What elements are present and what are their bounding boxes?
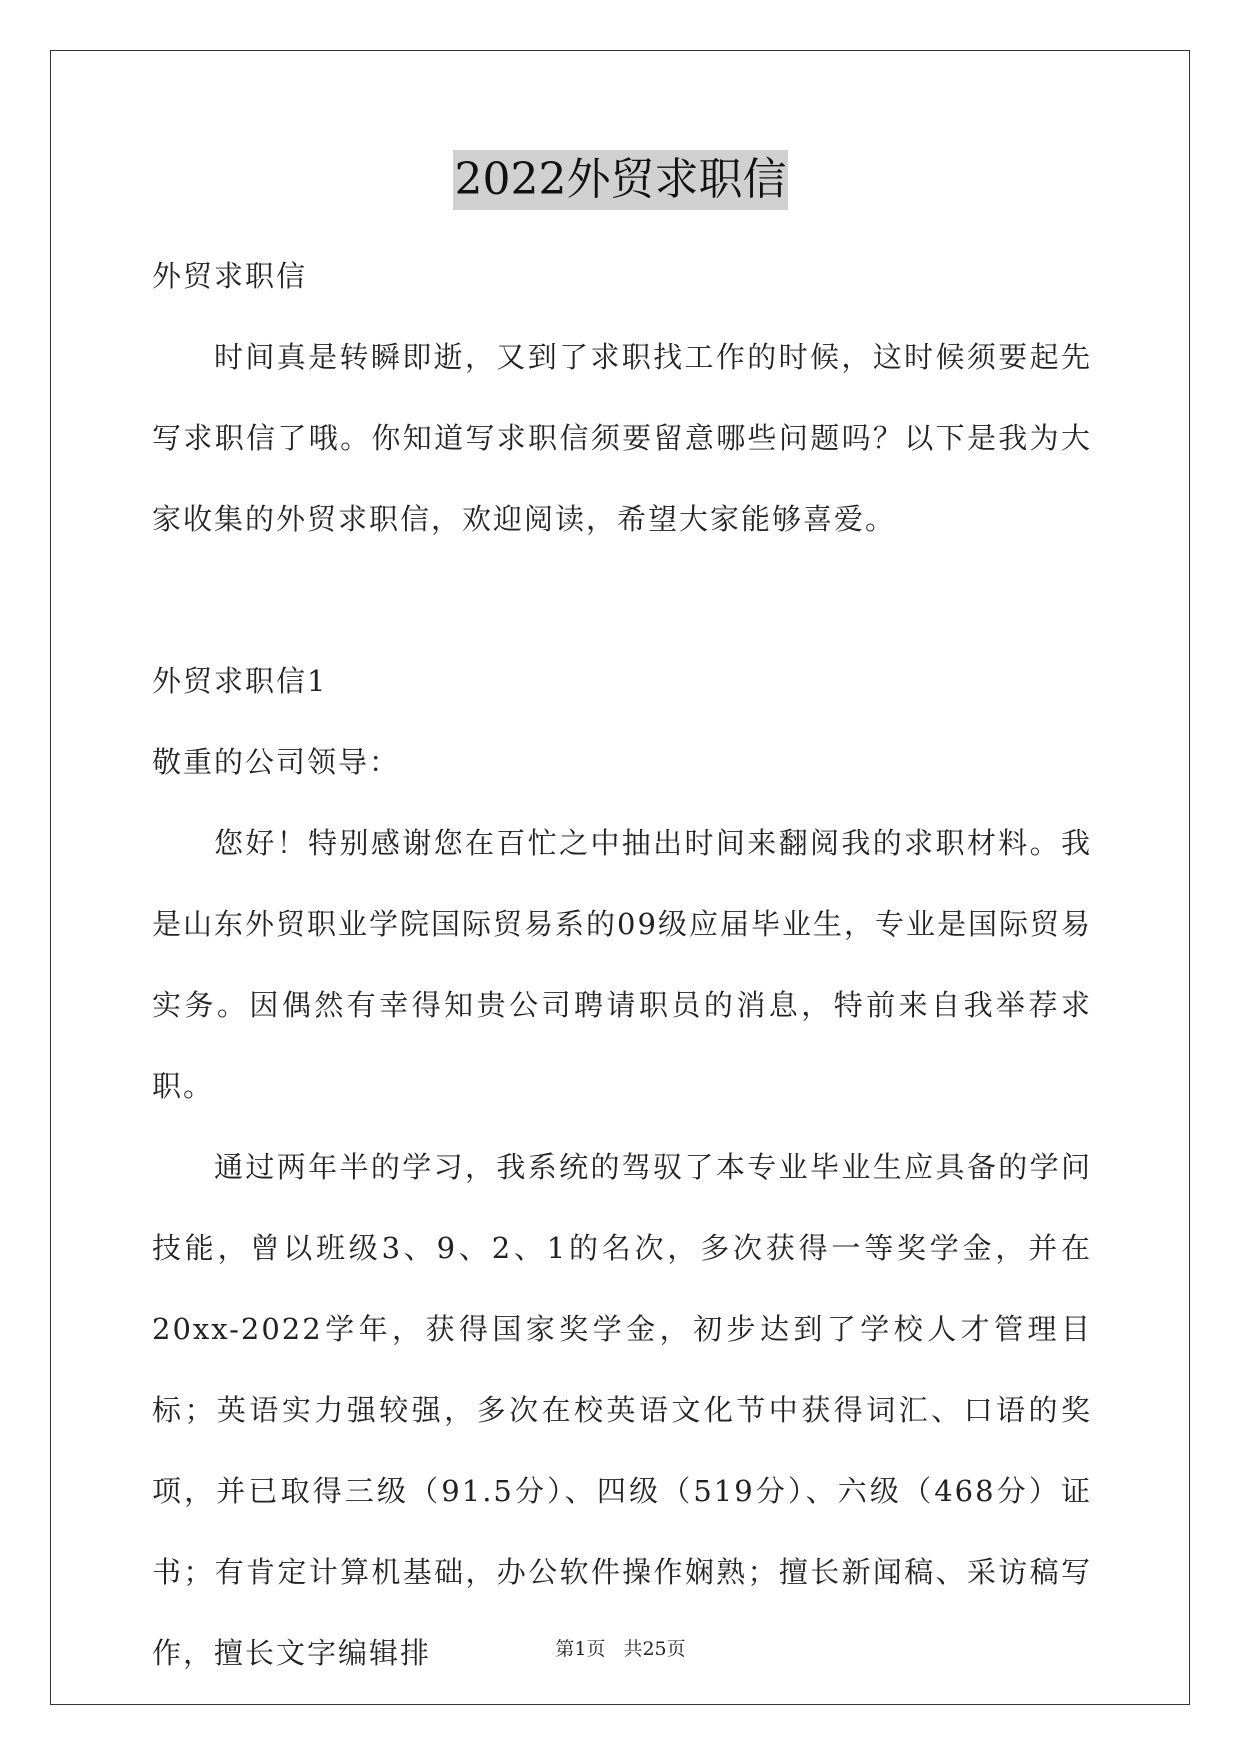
body-paragraph: 通过两年半的学习，我系统的驾驭了本专业毕业生应具备的学问技能，曾以班级3、9、2、1的名次，多次获得一等奖学金，并在20xx-2022学年，获得国家奖学金，初步达到了学校人才管理目标；英语实力强较强，多次在校英语文化节中获得词汇、口语的奖项，并已取得三级（91.5分）、四级（519分）、六级（468分）证书；有肯定计算机基础，办公软件操作娴熟；擅长新闻稿、采访稿写作，擅长文字编辑排 <box>152 1150 1092 1670</box>
intro-paragraph: 时间真是转瞬即逝，又到了求职找工作的时候，这时候须要起先写求职信了哦。你知道写求职信须要留意哪些问题吗？以下是我为大家收集的外贸求职信，欢迎阅读，希望大家能够喜爱。 <box>152 340 1092 536</box>
document-title <box>0 150 1241 210</box>
page-total: 共25页 <box>623 1638 686 1660</box>
letter-heading: 外贸求职信1 <box>152 664 328 698</box>
section-heading: 外贸求职信 <box>152 259 308 293</box>
body-paragraph: 您好！特别感谢您在百忙之中抽出时间来翻阅我的求职材料。我是山东外贸职业学院国际贸易系的09级应届毕业生，专业是国际贸易实务。因偶然有幸得知贵公司聘请职员的消息，特前来自我举荐求职。 <box>152 826 1092 1103</box>
document-title-text: 2022外贸求职信 <box>453 150 789 210</box>
page-number: 第1页 <box>555 1638 606 1660</box>
salutation: 敬重的公司领导： <box>152 745 401 779</box>
document-body <box>152 236 1092 1694</box>
page-footer <box>0 1634 1241 1661</box>
